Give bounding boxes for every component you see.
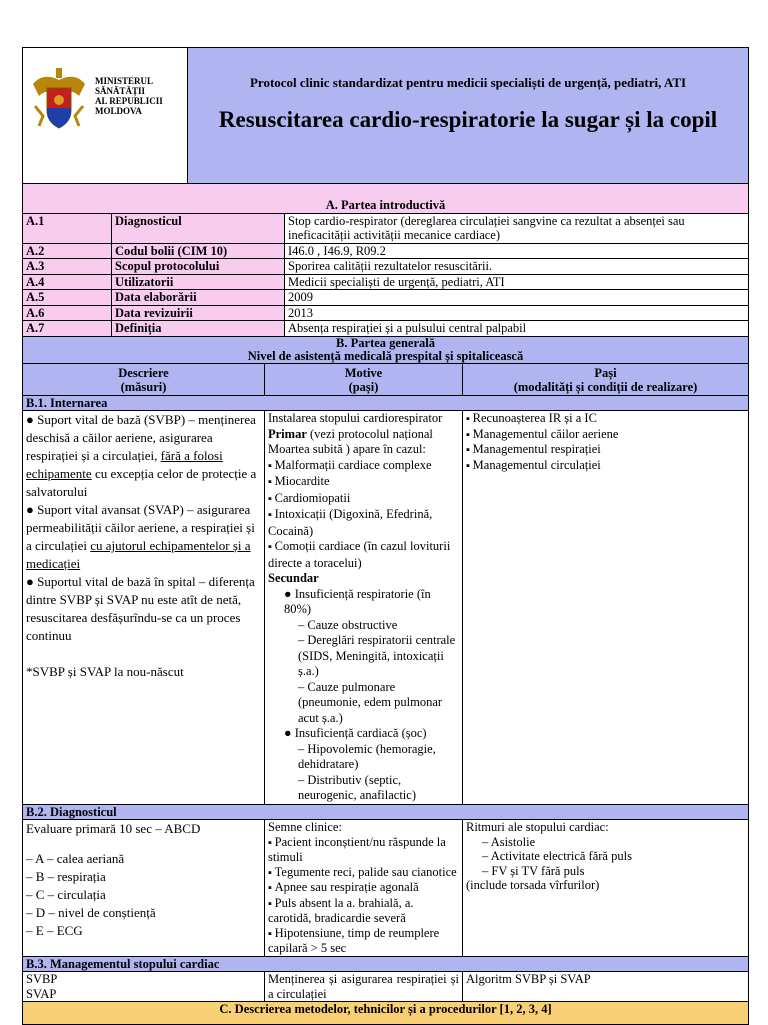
table-row: A.7 Definiția Absența respirației și a pulsului central palpabil (23, 321, 749, 337)
coat-of-arms-icon (29, 66, 89, 132)
b1-steps: ▪ Recunoașterea IR și a IC ▪ Managementul căilor aeriene ▪ Managementul respirației ▪ Managementul circulației (463, 411, 749, 805)
document-title: Resuscitarea cardio-respiratorie la sugar și la copil (218, 106, 718, 132)
section-b3-title: B.3. Managementul stopului cardiac (23, 956, 749, 972)
col-header-description: Descriere (măsuri) (23, 363, 265, 395)
part-a-title: A. Partea introductivă (23, 184, 749, 214)
table-row: A.3 Scopul protocolului Sporirea calității rezultatelor resuscitării. (23, 259, 749, 275)
column-headers (23, 363, 749, 395)
part-b-title: B. Partea generală Nivel de asistență medicală prespital și spitalicească (23, 336, 749, 363)
protocol-subtitle: Protocol clinic standardizat pentru medicii specialiști de urgență, pediatri, ATI (249, 75, 687, 90)
col-header-steps: Pași (modalități și condiții de realizare) (463, 363, 749, 395)
section-b2-title: B.2. Diagnosticul (23, 804, 749, 820)
section-b2-row (23, 820, 749, 957)
protocol-document (22, 47, 748, 1025)
b2-rhythms: Ritmuri ale stopului cardiac: – Asistolie – Activitate electrică fără puls – FV și TV fără puls (include torsada vîrfurilor) (463, 820, 749, 957)
b3-motive: Menținerea și asigurarea respirației și a circulației (265, 972, 463, 1002)
b2-signs: Semne clinice: ▪ Pacient inconștient/nu răspunde la stimuli ▪ Tegumente reci, palide sau cianotice ▪ Apnee sau respirație agonală ▪ Puls absent la a. brahială, a. carotidă, bradicardie severă ▪ Hipotensiune, timp de reumplere capilară > 5 sec (265, 820, 463, 957)
col-header-motive: Motive (pași) (265, 363, 463, 395)
b1-description: ● Suport vital de bază (SVBP) – menținerea deschisă a căilor aeriene, asigurarea respirației și a circulației, fără a folosi echipamente cu excepția celor de protecție a salvatorului ● Suport vital avansat (SVAP) – asigurarea permeabilității căilor aeriene, a respirației și a circulației cu ajutorul echipamentelor și a medicației ● Suportul vital de bază în spital – diferența dintre SVBP și SVAP nu este atît de netă, resuscitarea desfășurîndu-se ca un proces continuu *SVBP și SVAP la nou-născut (23, 411, 265, 805)
table-row: A.6 Data revizuirii 2013 (23, 305, 749, 321)
section-b1-title: B.1. Internarea (23, 395, 749, 411)
b1-motive: Instalarea stopului cardiorespirator Primar (vezi protocolul național Moartea subită ) apare în cazul: ▪ Malformații cardiace complexe ▪ Miocardite ▪ Cardiomiopatii ▪ Intoxicații (Digoxină, Efedrină, Cocaină) ▪ Comoții cardiace (în cazul loviturii directe a toracelui) Secundar ● Insuficiență respiratorie (în 80%) – Cauze obstructive – Dereglări respiratorii centrale (SIDS, Meningită, intoxicații ș.a.) – Cauze pulmonare (pneumonie, edem pulmonar acut ș.a.) ● Insuficiență cardiacă (șoc) – Hipovolemic (hemoragie, dehidratare) – Distributiv (septic, neurogenic, anafilactic) (265, 411, 463, 805)
logo-cell (23, 48, 188, 184)
b3-steps: Algoritm SVBP și SVAP (463, 972, 749, 1002)
b2-description: Evaluare primară 10 sec – ABCD – A – calea aeriană – B – respirația – C – circulația – D – nivel de conștiență – E – ECG (23, 820, 265, 957)
title-cell (188, 48, 749, 184)
table-row: A.2 Codul bolii (CIM 10) I46.0 , I46.9, R09.2 (23, 243, 749, 259)
section-b1-row (23, 411, 749, 805)
ministry-name: MINISTERUL SĂNĂTĂȚII AL REPUBLICII MOLDOVA (95, 76, 163, 116)
table-row: A.4 Utilizatorii Medicii specialiști de urgență, pediatri, ATI (23, 274, 749, 290)
section-b3-row (23, 972, 749, 1002)
table-row: A.1 Diagnosticul Stop cardio-respirator (dereglarea circulației sangvine ca rezultat a absenței sau ineficacității activității mecanice cardiace) (23, 213, 749, 243)
table-row: A.5 Data elaborării 2009 (23, 290, 749, 306)
b3-description: SVBP SVAP (23, 972, 265, 1002)
protocol-table (22, 47, 749, 1025)
part-c-title: C. Descrierea metodelor, tehnicilor și a procedurilor [1, 2, 3, 4] (23, 1002, 749, 1025)
